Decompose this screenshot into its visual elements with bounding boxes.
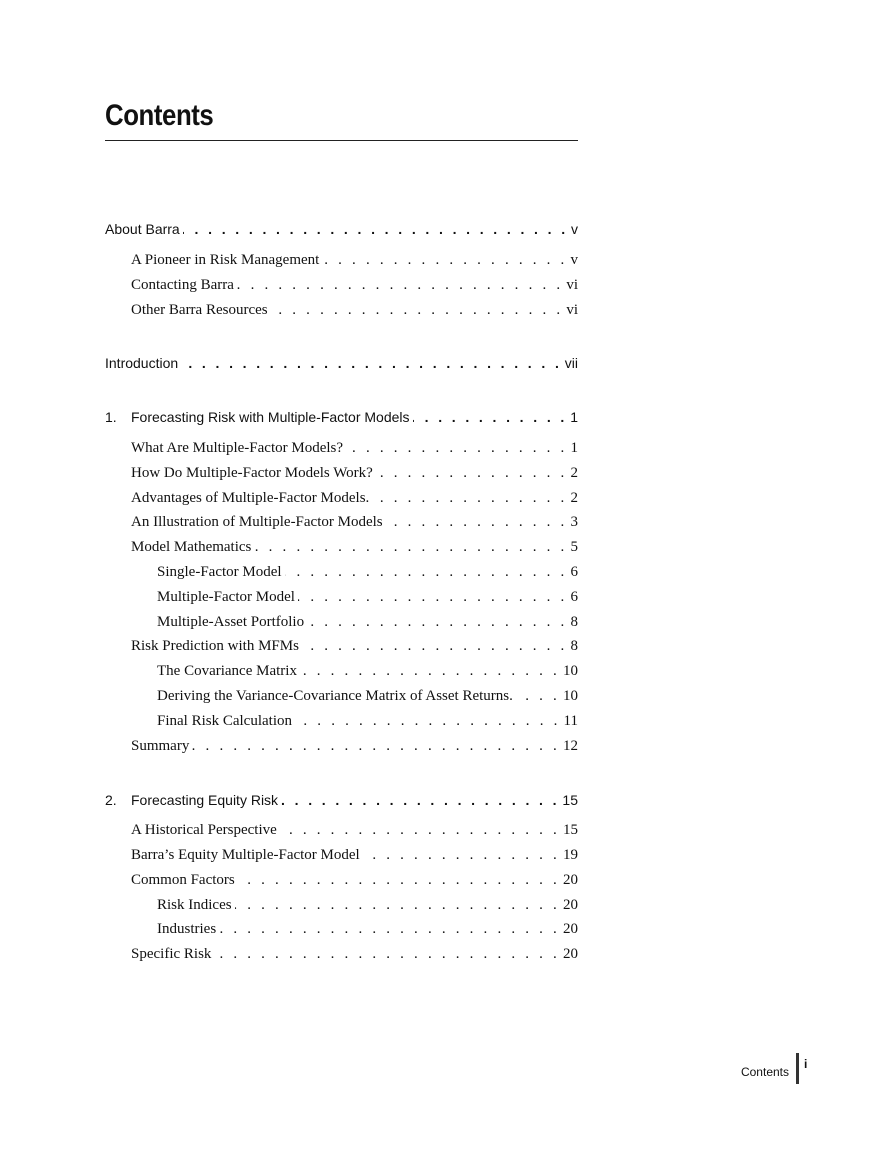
toc-entry-title: Specific Risk (131, 946, 212, 962)
toc-entry-title: A Pioneer in Risk Management (131, 252, 320, 268)
toc-entry-title: Barra’s Equity Multiple-Factor Model (131, 847, 360, 863)
toc-entry-title: Summary (131, 738, 190, 754)
toc-entry[interactable] (131, 819, 578, 839)
toc-chapter-number: 2. (105, 792, 117, 808)
toc-subentry[interactable] (157, 611, 578, 631)
toc-entry-title: An Illustration of Multiple-Factor Models (131, 514, 383, 530)
toc-page-number: vi (566, 302, 578, 318)
toc-leader (254, 538, 567, 556)
toc-page-number: vii (564, 355, 578, 371)
toc-entry[interactable] (131, 869, 578, 889)
toc-leader (271, 301, 564, 319)
toc-entry[interactable] (131, 735, 578, 755)
toc-page-number: 6 (570, 564, 578, 580)
toc-section-title: About Barra (105, 221, 180, 237)
toc-entry-title: Contacting Barra (131, 277, 234, 293)
toc-section-title: Introduction (105, 355, 179, 371)
page-title: Contents (105, 99, 214, 132)
toc-leader (516, 687, 560, 705)
toc-leader (238, 871, 560, 889)
toc-entry-title: Multiple-Factor Model (157, 589, 295, 605)
toc-section-about-barra[interactable] (105, 218, 578, 238)
toc-entry[interactable] (131, 943, 578, 963)
toc-leader (285, 563, 568, 581)
toc-leader (280, 821, 560, 839)
toc-leader (322, 251, 567, 269)
toc-chapter-title: Forecasting Risk with Multiple-Factor Models (131, 409, 410, 425)
toc-page-number: vi (566, 277, 578, 293)
footer-page-number: i (804, 1057, 808, 1071)
toc-entry[interactable] (131, 635, 578, 655)
toc-page-number: 20 (563, 897, 578, 913)
toc-subentry[interactable] (157, 586, 578, 606)
toc-leader (281, 791, 559, 809)
toc-subentry[interactable] (157, 894, 578, 914)
toc-entry-title: Common Factors (131, 872, 235, 888)
toc-subentry[interactable] (157, 918, 578, 938)
toc-page-number: 15 (562, 792, 578, 808)
toc-subentry[interactable] (157, 660, 578, 680)
toc-entry-title: Model Mathematics (131, 539, 252, 555)
toc-leader (214, 945, 560, 963)
toc-entry[interactable] (131, 511, 578, 531)
toc-entry-title: The Covariance Matrix (157, 663, 297, 679)
toc-leader (376, 464, 568, 482)
toc-page-number: 6 (570, 589, 578, 605)
toc-entry[interactable] (131, 536, 578, 556)
toc-chapter-1[interactable] (105, 406, 578, 426)
toc-leader (346, 439, 567, 457)
toc-leader (413, 408, 568, 426)
toc-entry-title: Final Risk Calculation (157, 713, 292, 729)
toc-leader (219, 920, 560, 938)
toc-page-number: 20 (563, 946, 578, 962)
footer-divider (796, 1053, 799, 1084)
toc-page-number: 3 (570, 514, 578, 530)
toc-entry-title: Risk Prediction with MFMs (131, 638, 299, 654)
toc-entry-title: Single-Factor Model (157, 564, 282, 580)
toc-entry-title: A Historical Perspective (131, 822, 277, 838)
toc-page-number: 2 (570, 490, 578, 506)
toc-leader (235, 896, 560, 914)
toc-page-number: 19 (563, 847, 578, 863)
toc-page-number: v (571, 221, 578, 237)
toc-page-number: 5 (570, 539, 578, 555)
toc-entry-title: Other Barra Resources (131, 302, 268, 318)
toc-entry-title: Industries (157, 921, 217, 937)
toc-leader (183, 220, 568, 238)
title-rule (105, 140, 578, 141)
toc-subentry[interactable] (157, 710, 578, 730)
toc-page-number: 8 (570, 638, 578, 654)
toc-page-number: 20 (563, 872, 578, 888)
toc-entry[interactable] (131, 487, 578, 507)
toc-page-number: 11 (563, 713, 578, 729)
toc-entry[interactable] (131, 844, 578, 864)
toc-entry[interactable] (131, 462, 578, 482)
toc-section-introduction[interactable] (105, 352, 578, 372)
toc-page-number: 1 (570, 409, 578, 425)
footer-section-label: Contents (740, 1065, 789, 1079)
toc-entry[interactable] (131, 299, 578, 319)
toc-leader (181, 354, 562, 372)
toc-entry[interactable] (131, 437, 578, 457)
toc-entry-title: Advantages of Multiple-Factor Models. (131, 490, 370, 506)
toc-entry-title: Risk Indices (157, 897, 232, 913)
toc-entry-title: What Are Multiple-Factor Models? (131, 440, 344, 456)
toc-page-number: 8 (570, 614, 578, 630)
toc-leader (302, 637, 568, 655)
toc-page-number: 1 (570, 440, 578, 456)
toc-subentry[interactable] (157, 561, 578, 581)
toc-page-number: 15 (563, 822, 578, 838)
toc-entry-title: How Do Multiple-Factor Models Work? (131, 465, 373, 481)
toc-page-number: 10 (563, 663, 578, 679)
toc-page-number: v (570, 252, 578, 268)
toc-page-number: 10 (563, 688, 578, 704)
toc-page-number: 2 (570, 465, 578, 481)
toc-leader (192, 737, 560, 755)
toc-leader (300, 662, 560, 680)
toc-subentry[interactable] (157, 685, 578, 705)
toc-leader (372, 489, 567, 507)
toc-page-number: 12 (563, 738, 578, 754)
toc-entry[interactable] (131, 274, 578, 294)
toc-entry-title: Deriving the Variance-Covariance Matrix of Asset Returns. (157, 688, 513, 704)
toc-leader (295, 712, 561, 730)
toc-leader (386, 513, 568, 531)
toc-entry[interactable] (131, 249, 578, 269)
toc-chapter-number: 1. (105, 409, 117, 425)
toc-page-number: 20 (563, 921, 578, 937)
toc-leader (363, 846, 560, 864)
toc-entry-title: Multiple-Asset Portfolio (157, 614, 305, 630)
toc-chapter-title: Forecasting Equity Risk (131, 792, 279, 808)
toc-chapter-2[interactable] (105, 789, 578, 809)
toc-leader (307, 613, 567, 631)
toc-leader (298, 588, 568, 606)
toc-leader (237, 276, 563, 294)
